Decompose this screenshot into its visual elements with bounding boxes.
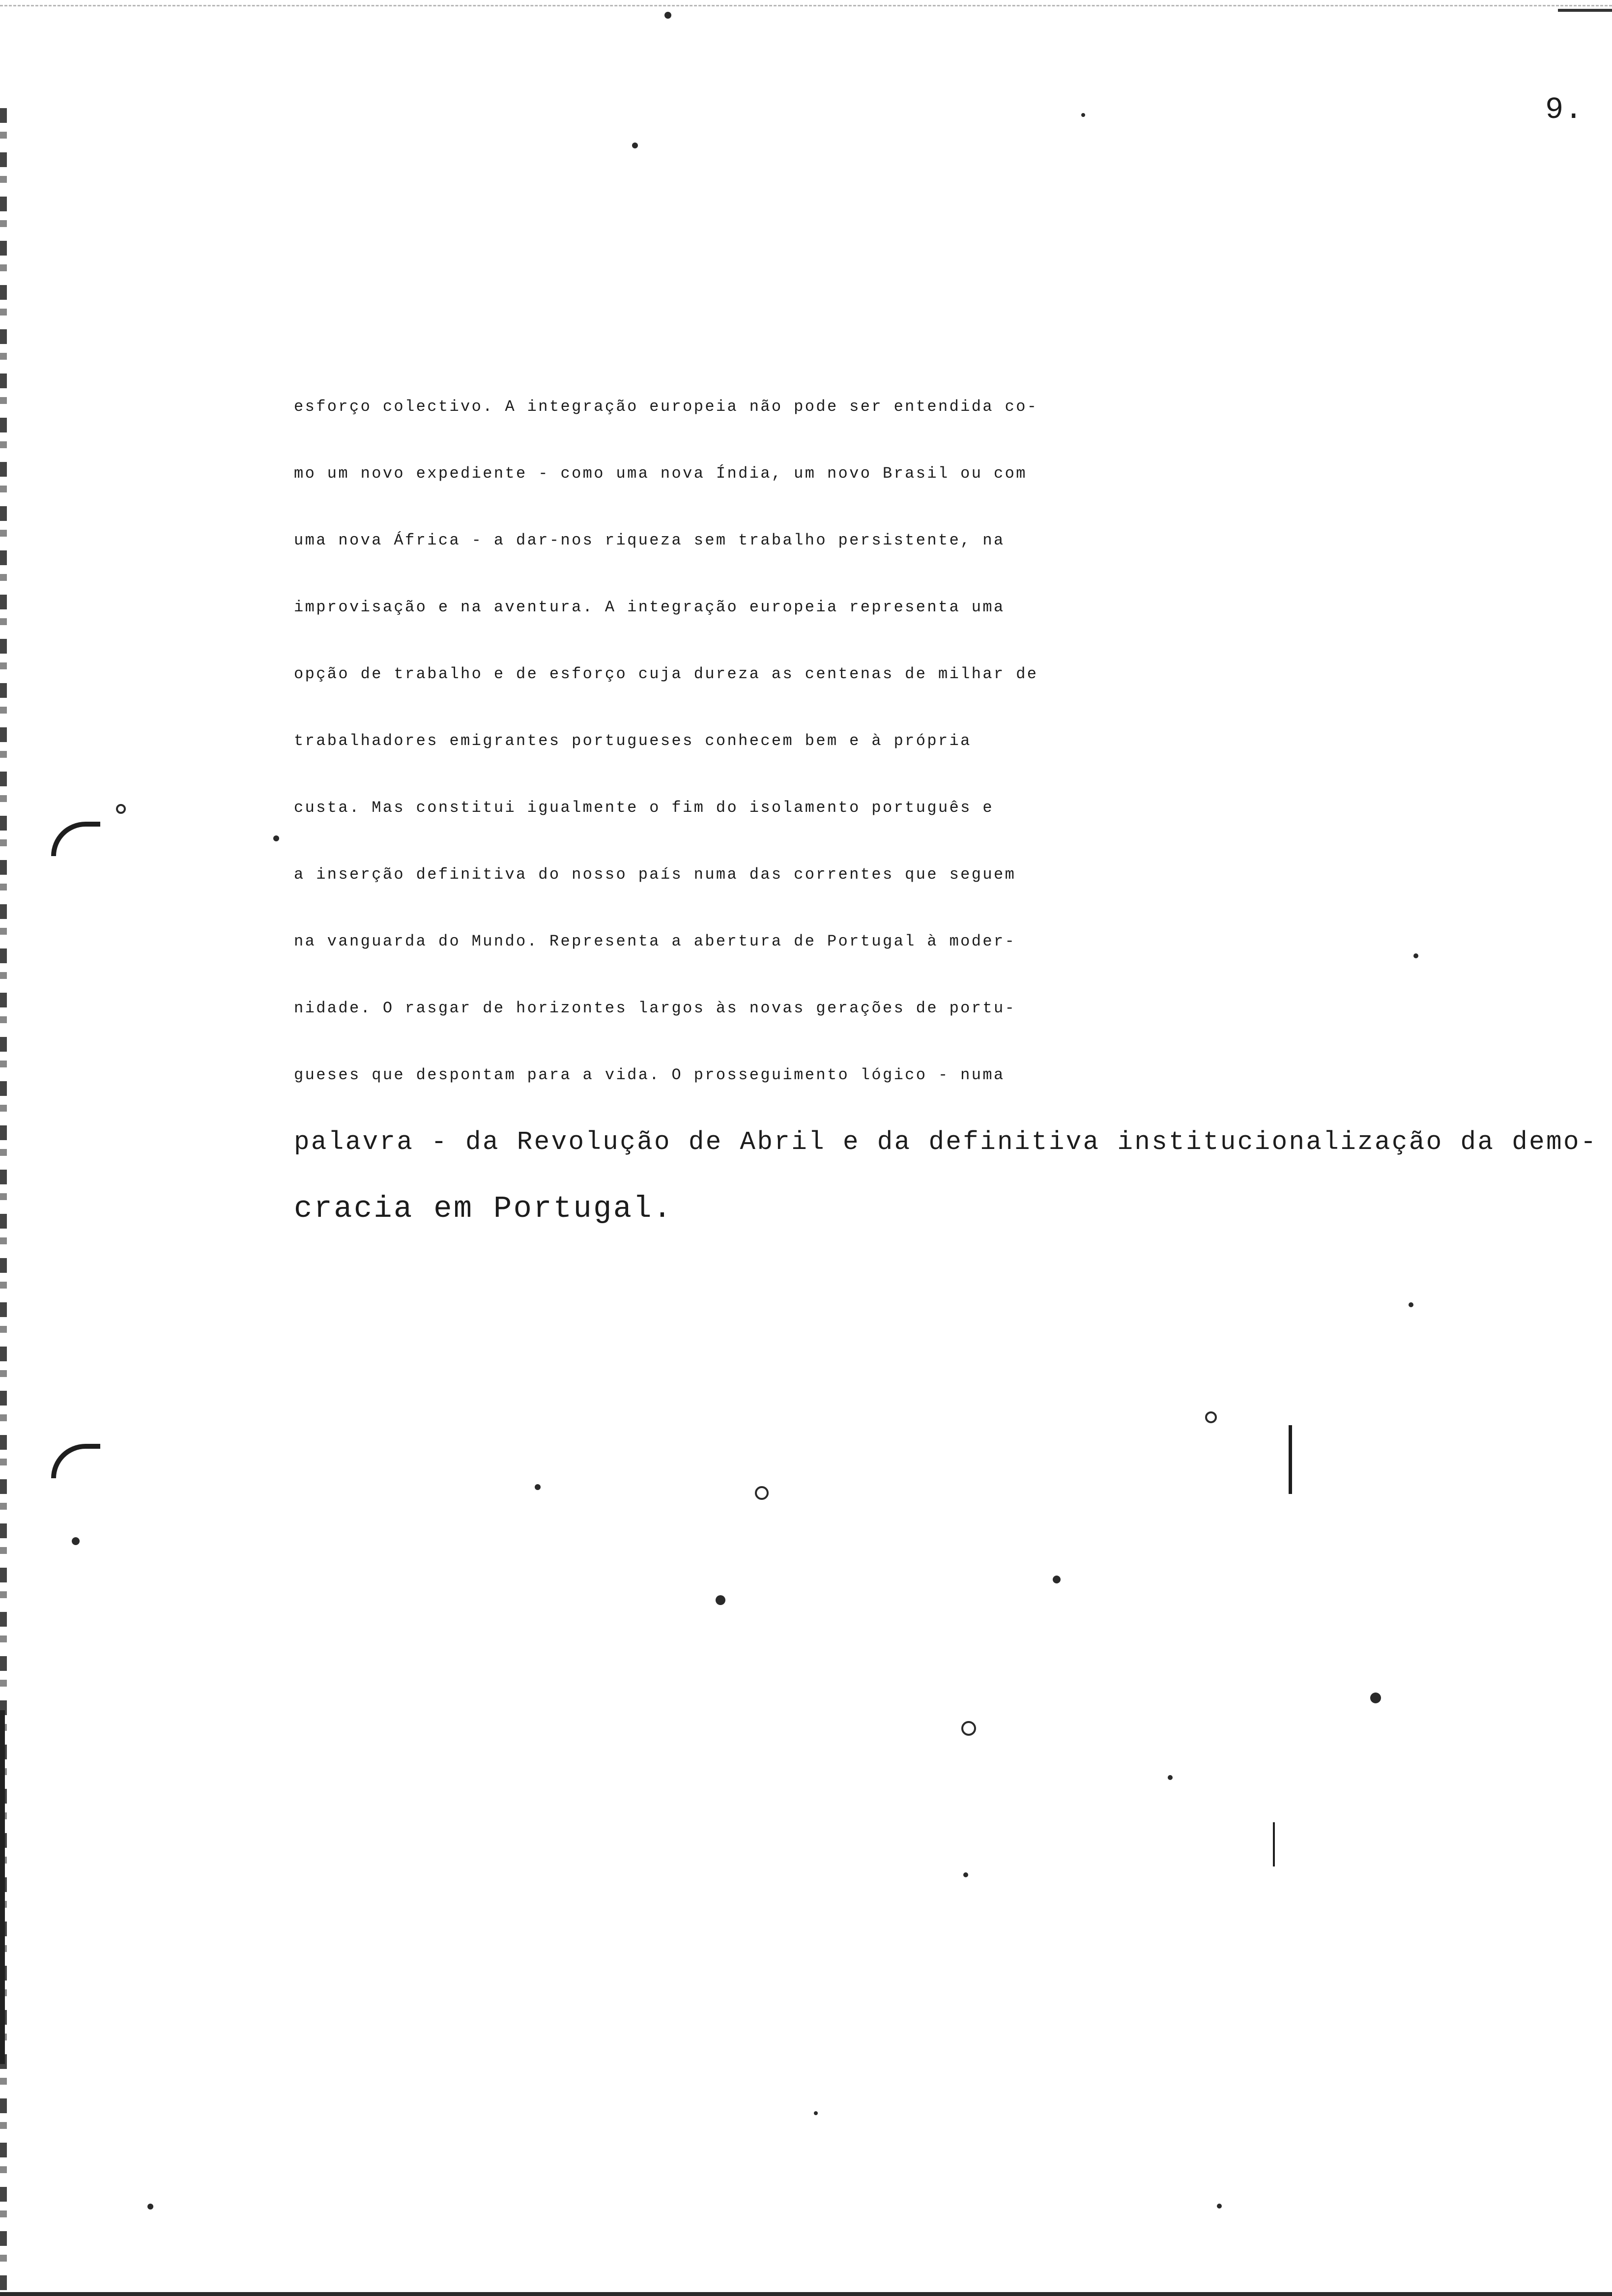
text-line: custa. Mas constitui igualmente o fim do isolamento português e xyxy=(294,799,994,817)
scan-speck xyxy=(147,2204,153,2210)
scan-speck xyxy=(1409,1302,1413,1307)
scan-speck xyxy=(963,1872,968,1877)
text-line: cracia em Portugal. xyxy=(294,1191,673,1226)
text-line: uma nova África - a dar-nos riqueza sem trabalho persistente, na xyxy=(294,531,1005,549)
text-line: a inserção definitiva do nosso país numa das correntes que seguem xyxy=(294,865,1016,884)
scan-speck xyxy=(273,835,279,841)
scan-ring xyxy=(116,804,126,814)
margin-stroke xyxy=(1273,1822,1275,1866)
text-line: palavra - da Revolução de Abril e da definitiva institucionalização da demo- xyxy=(294,1127,1598,1157)
scan-top-right-mark xyxy=(1558,9,1612,12)
text-line: mo um novo expediente - como uma nova Índia, um novo Brasil ou com xyxy=(294,464,1027,483)
text-line: gueses que despontam para a vida. O prosseguimento lógico - numa xyxy=(294,1066,1005,1084)
margin-stroke xyxy=(1289,1425,1292,1494)
scan-ring xyxy=(961,1721,976,1736)
scan-ring xyxy=(1205,1411,1217,1423)
scan-speck xyxy=(1081,113,1085,117)
scan-speck xyxy=(1217,2204,1222,2209)
scan-top-edge xyxy=(0,5,1612,6)
body-text xyxy=(294,373,1598,1242)
text-line: trabalhadores emigrantes portugueses conhecem bem e à própria xyxy=(294,732,972,750)
text-line: improvisação e na aventura. A integração europeia representa uma xyxy=(294,598,1005,616)
scan-speck xyxy=(664,12,671,19)
scan-bottom-edge xyxy=(0,2292,1612,2296)
scan-speck xyxy=(1053,1576,1061,1583)
text-line: esforço colectivo. A integração europeia não pode ser entendida co- xyxy=(294,398,1038,416)
scan-speck xyxy=(1370,1693,1381,1703)
scan-speck xyxy=(1168,1775,1173,1780)
page-number: 9. xyxy=(1545,92,1584,127)
scan-ring xyxy=(755,1486,769,1500)
scan-speck xyxy=(632,143,638,148)
text-line: opção de trabalho e de esforço cuja dureza as centenas de milhar de xyxy=(294,665,1038,683)
scan-speck xyxy=(716,1595,725,1605)
text-line: na vanguarda do Mundo. Representa a abertura de Portugal à moder- xyxy=(294,932,1016,950)
text-line: nidade. O rasgar de horizontes largos às novas gerações de portu- xyxy=(294,999,1016,1017)
scan-speck xyxy=(814,2111,818,2115)
punch-hole-mark xyxy=(51,822,100,856)
scan-speck xyxy=(72,1537,80,1545)
scan-left-edge-dark xyxy=(0,1710,5,2064)
punch-hole-mark xyxy=(51,1444,100,1478)
scan-speck xyxy=(535,1484,541,1490)
scan-speck xyxy=(1413,953,1418,958)
